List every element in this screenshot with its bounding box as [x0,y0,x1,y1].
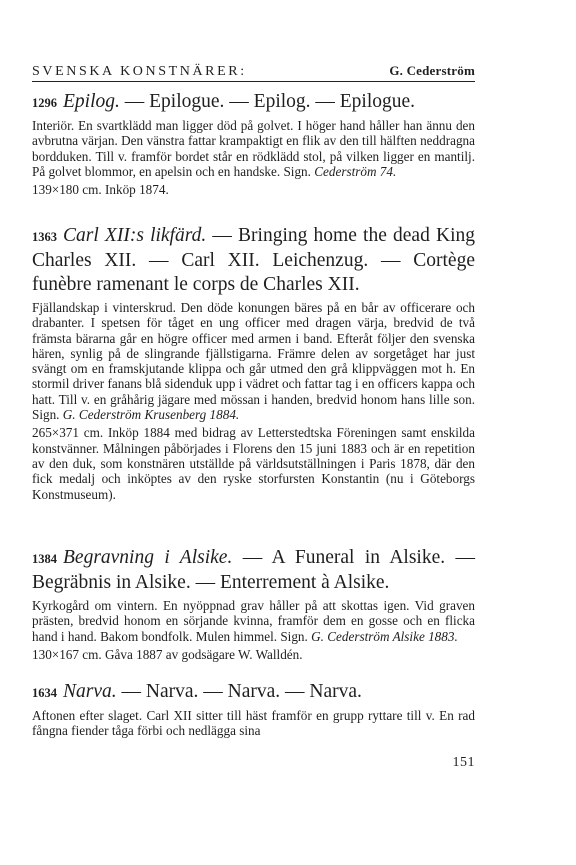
entry-description [32,118,475,179]
catalogue-entry [32,546,475,662]
catalogue-entry [32,224,475,502]
entry-description-text: Aftonen efter slaget. Carl XII sitter till häst framför en grupp ryttare till v. En rad fångna fiender tåga förbi och nedlägga sina [32,708,475,739]
running-head [32,63,475,82]
entry-title-translations: — Bringing home the dead King Charles XII. — Carl XII. Leichenzug. — Cortège funèbre ramenant le corps de Charles XII. [32,225,475,295]
entry-description [32,598,475,644]
entry-number: 1384 [32,552,57,566]
entry-title [32,680,475,705]
entry-title-translations: — Narva. — Narva. — Narva. [121,681,362,702]
entry-title [32,90,475,115]
entry-description [32,708,475,739]
entry-number: 1634 [32,686,57,700]
catalogue-entry [32,680,475,739]
entry-meta: 130×167 cm. Gåva 1887 av godsägare W. Walldén. [32,646,303,662]
running-head-artist: G. Cederström [389,63,475,78]
entry-description-text: Interiör. En svartklädd man ligger död på golvet. I höger hand håller han ännu den avbrutna värjan. Den vänstra fattar krampaktigt en flik av den till hälften neddragna bordduken. Till v. framför bordet står en rödklädd stol, på vilken ligger en mantilj. På golvet blommor, en apelsin och en handske. Sign. [32,118,475,179]
entry-meta: 139×180 cm. Inköp 1874. [32,182,169,198]
entry-title-swedish: Carl XII:s likfärd. [63,225,207,246]
entry-title-swedish: Begravning i Alsike. [63,547,233,568]
entry-description [32,300,475,422]
entry-title [32,224,475,297]
entry-title-swedish: Epilog. [63,91,120,112]
entry-title-translations: — A Funeral in Alsike. — Begräbnis in Alsike. — Enterrement à Alsike. [32,547,475,593]
entry-title [32,546,475,595]
entry-description-text: Fjällandskap i vinterskrud. Den döde konungen bäres på en bår av officerare och drabanter. I spetsen för tåget en ung officer med dragen värja, bredvid de två främsta bärarna går en högre officer med armen i band. Efteråt följer den svenska hären, synlig på de slingrande fjällstigarna. Främre delen av sorgetåget har just svängt om en framskjutande klippa och går utmed den grå klippväggen mot h. En stormil driver fanans blå sidenduk upp i vädret och fattar tag i en officers kappa och hatt. Till v. en gråhårig jägare med mössan i handen, bredvid honom hans lille son. Sign. [32,300,475,423]
entry-meta: 265×371 cm. Inköp 1884 med bidrag av Letterstedtska Föreningen samt enskilda konstvänner. Målningen påbörjades i Florens den 15 juni 1883 och är en repetition av den duk, som konstnären utställde på världsutställningen i Paris 1878, där den fick medalj och inköptes av den ryske storfursten Konstantin (nu i Göteborgs Konstmuseum). [32,425,475,502]
page-number: 151 [452,755,475,770]
entry-signature: G. Cederström Alsike 1883. [311,628,458,644]
entry-title-translations: — Epilogue. — Epilog. — Epilogue. [124,91,416,112]
entry-description-text: Kyrkogård om vintern. En nyöppnad grav håller på att skottas igen. Vid graven prästen, bredvid honom en sörjande kvinna, framför dem en gosse och en flicka hand i hand. Bakom bondfolk. Mulen himmel. Sign. [32,598,475,644]
catalogue-entry [32,90,475,197]
entry-number: 1363 [32,230,57,244]
entry-signature: Cederström 74. [314,163,397,179]
entry-title-swedish: Narva. [63,681,117,702]
entry-signature: G. Cederström Krusenberg 1884. [62,407,240,423]
running-head-section: SVENSKA KONSTNÄRER: [32,64,247,79]
entry-number: 1296 [32,96,57,110]
